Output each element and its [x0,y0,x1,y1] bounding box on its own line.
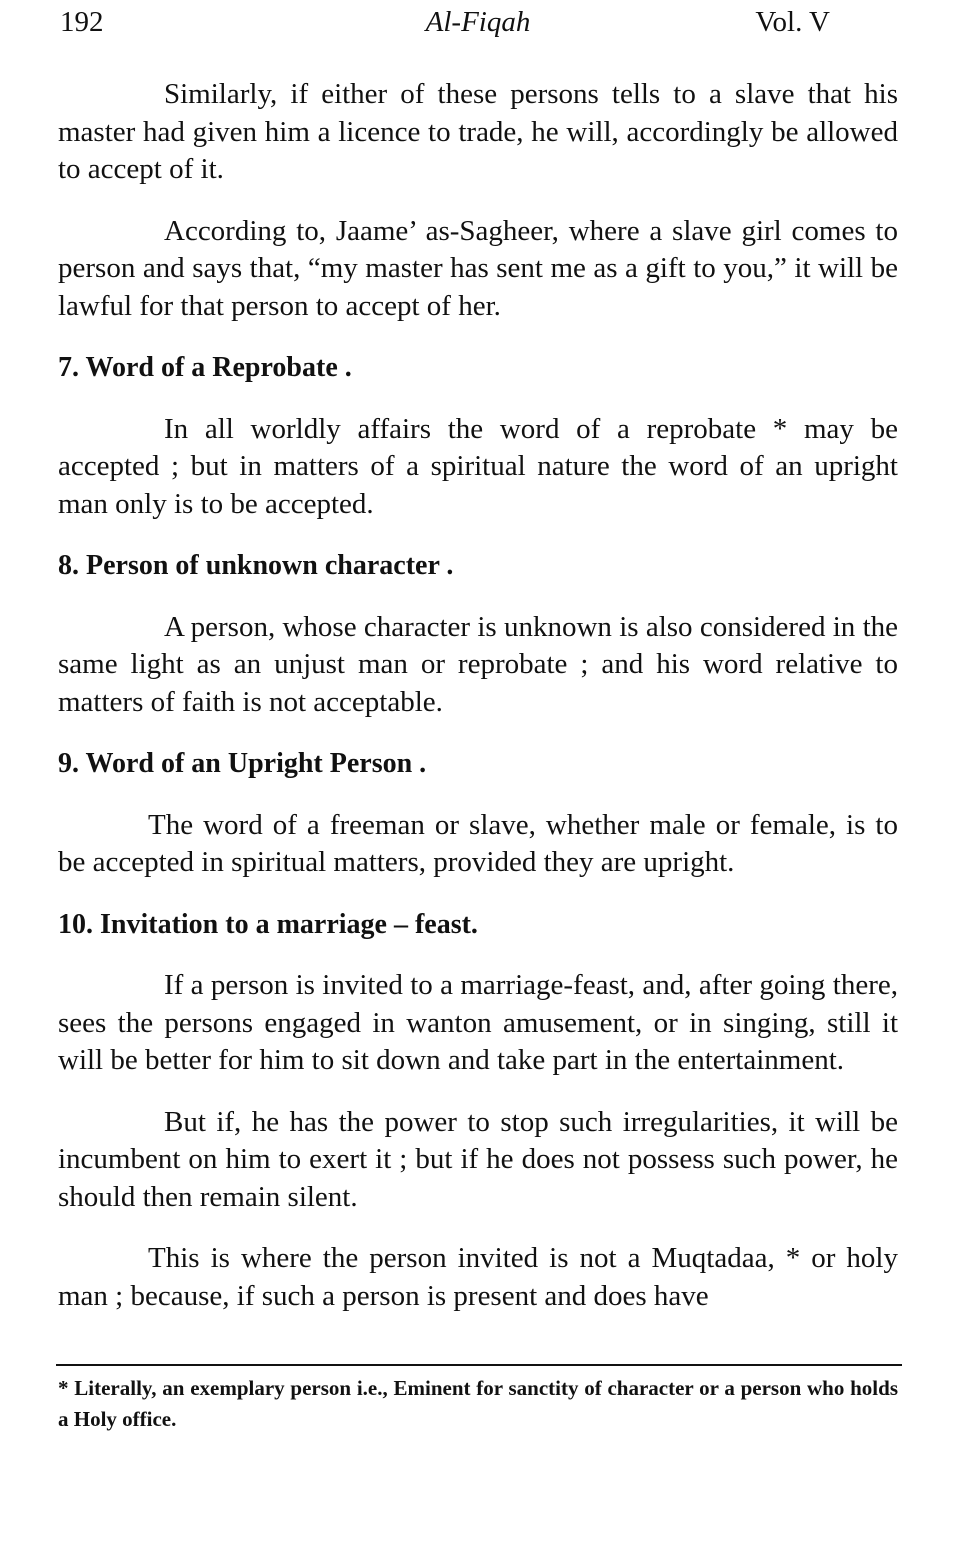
paragraph: The word of a freeman or slave, whether male or female, is to be accepted in spiritual matters, provided they are upright. [58,808,898,878]
footnote: * Literally, an exemplary person i.e., Eminent for sanctity of character or a person who holds a Holy office. [58,1376,898,1431]
section-heading: 10. Invitation to a marriage – feast. [58,908,478,940]
section-heading: 7. Word of a Reprobate . [58,352,352,383]
section-heading: 8. Person of unknown character . [58,550,454,581]
book-title: Al-Fiqah [425,6,531,38]
paragraph: According to, Jaame’ as-Sagheer, where a slave girl comes to person and says that, “my master has sent me as a gift to you,” it will be lawful for that person to accept of her. [58,214,898,322]
running-header [58,6,898,46]
paragraph: But if, he has the power to stop such irregularities, it will be incumbent on him to exert it ; but if he does not possess such power, he should then remain silent. [58,1105,898,1213]
paragraph: If a person is invited to a marriage-feast, and, after going there, sees the persons engaged in wanton amusement, or in singing, still it will be better for him to sit down and take part in the entertainment. [58,969,898,1076]
section-heading: 9. Word of an Upright Person . [58,748,427,779]
paragraph: Similarly, if either of these persons tells to a slave that his master had given him a licence to trade, he will, accordingly be allowed to accept of it. [58,78,898,185]
page-number: 192 [60,6,104,38]
paragraph: This is where the person invited is not a Muqtadaa, * or holy man ; because, if such a person is present and does have [58,1242,898,1312]
volume-label: Vol. V [755,6,830,38]
footnote-divider [56,1364,902,1366]
page-body [58,76,898,1339]
paragraph: A person, whose character is unknown is also considered in the same light as an unjust man or reprobate ; and his word relative to matters of faith is not acceptable. [58,610,898,718]
paragraph: In all worldly affairs the word of a reprobate * may be accepted ; but in matters of a spiritual nature the word of an upright man only is to be accepted. [58,412,898,520]
